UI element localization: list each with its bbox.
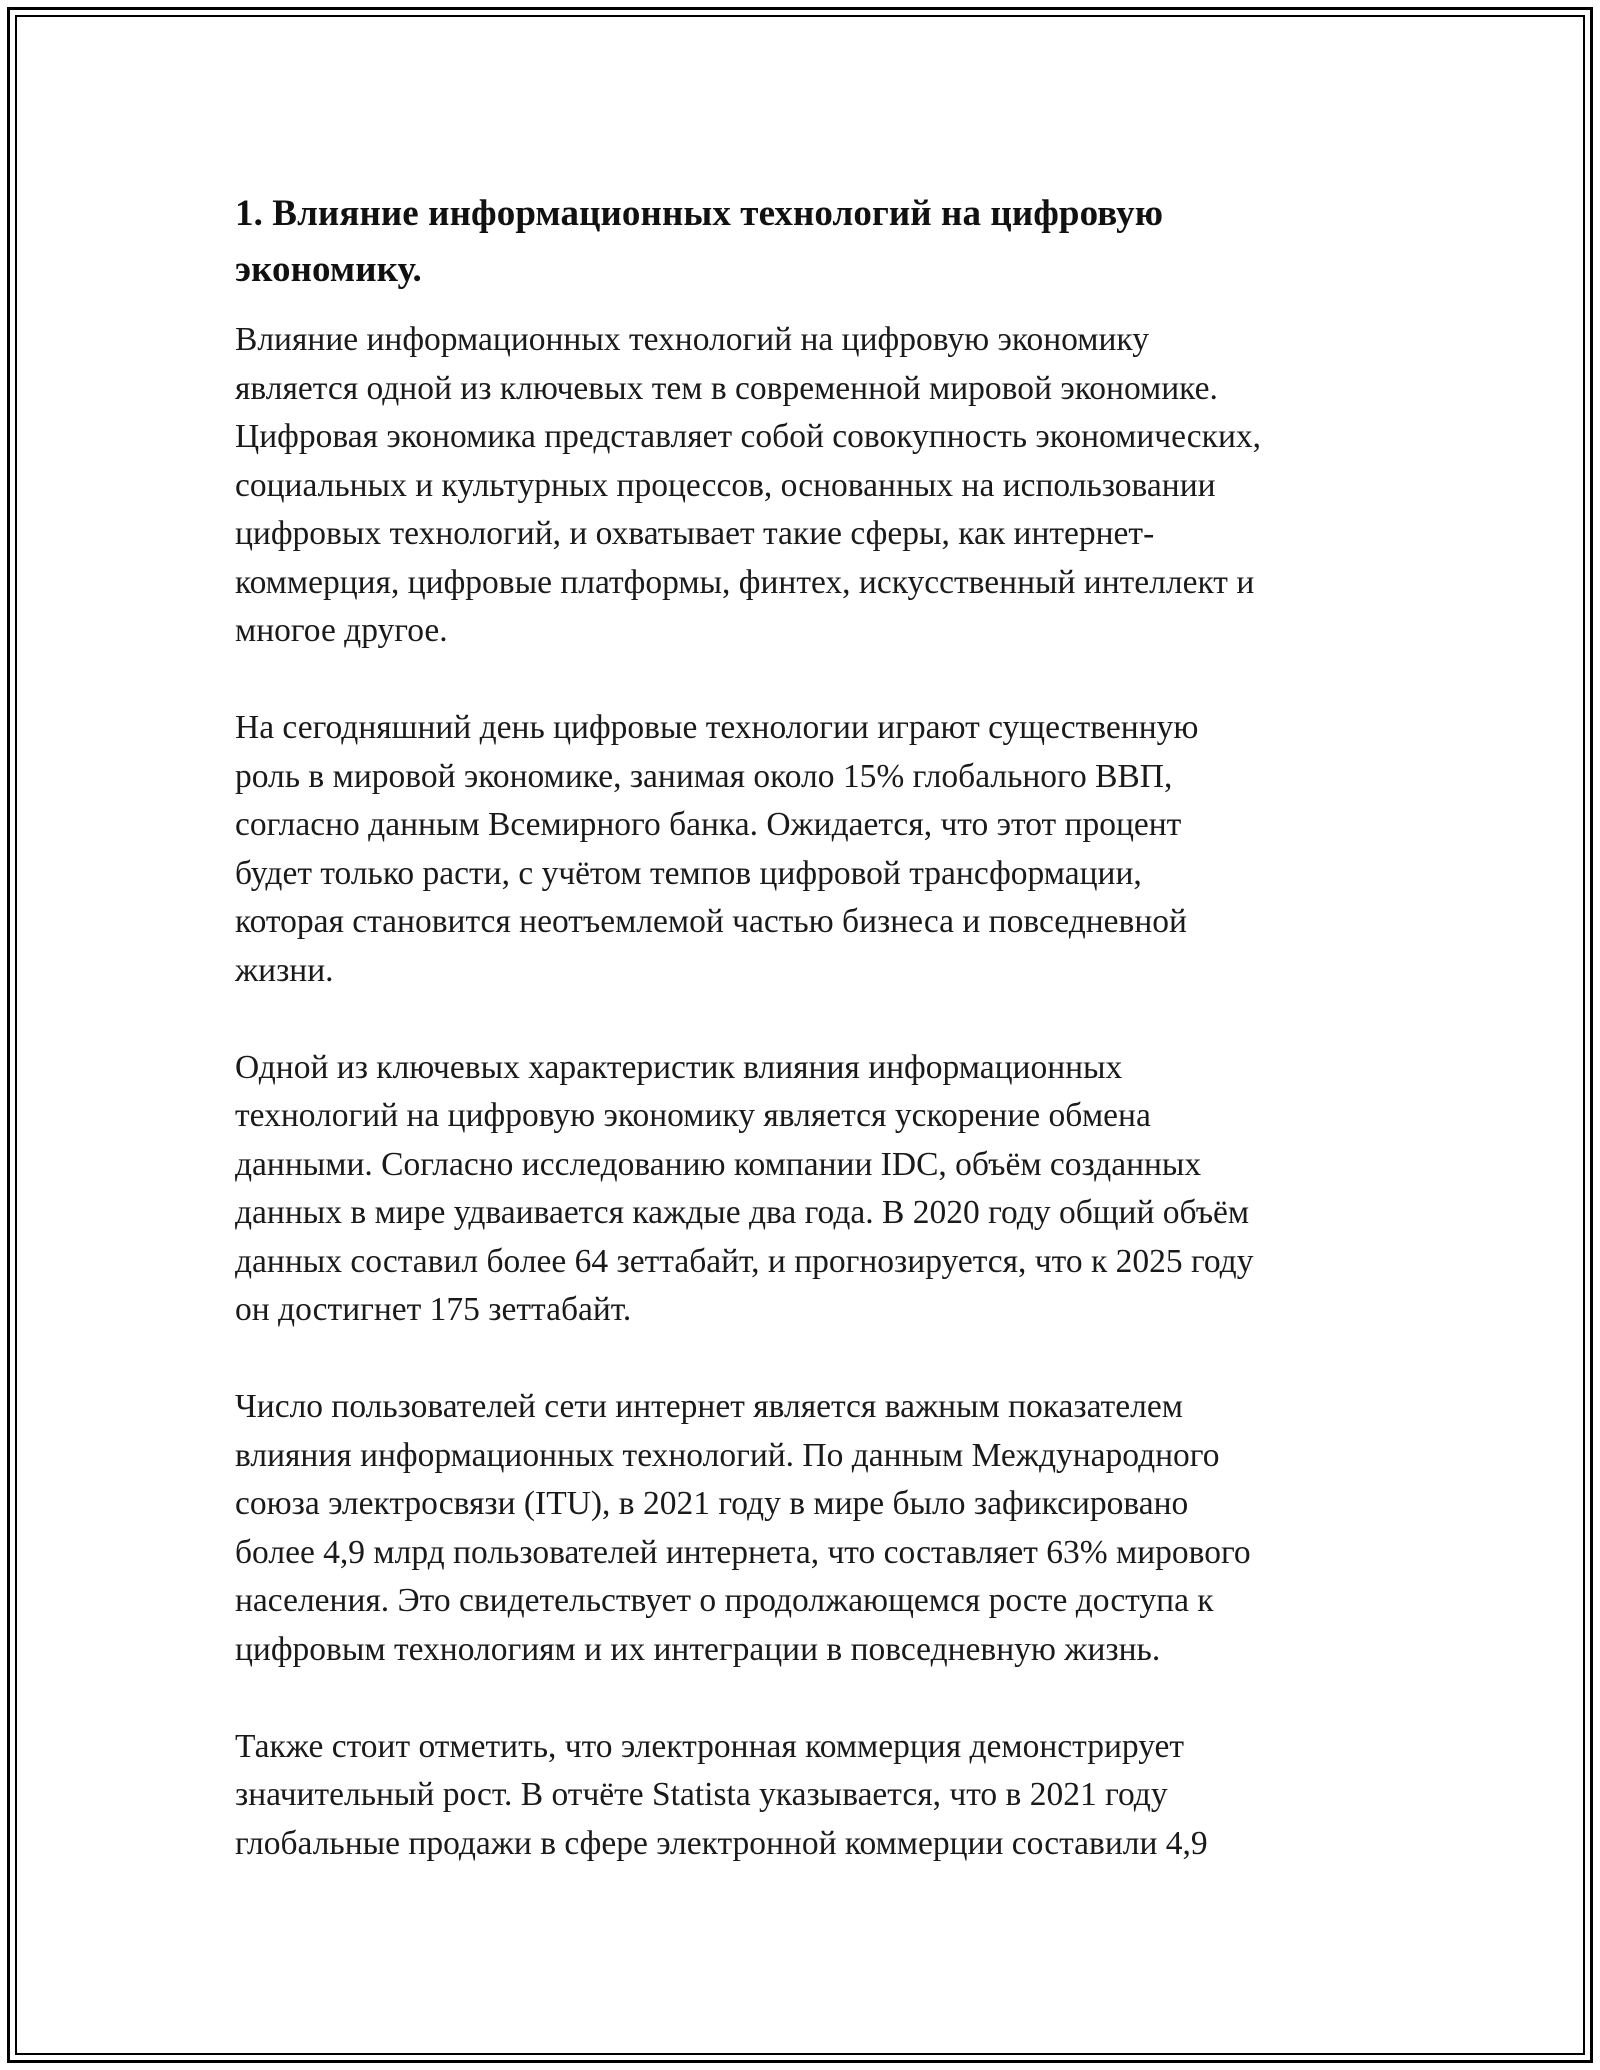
text-line: он достигнет 175 зеттабайт. — [235, 1291, 632, 1328]
text-line: данных составил более 64 зеттабайт, и прогнозируется, что к 2025 году — [235, 1242, 1254, 1280]
text-line: жизни. — [235, 951, 334, 989]
heading-line: экономику. — [235, 249, 422, 290]
text-line: влияния информационных технологий. По данным Международного — [235, 1436, 1220, 1474]
document-page — [235, 186, 1390, 1917]
paragraph-2 — [235, 704, 1390, 995]
paragraph-3 — [235, 1044, 1390, 1335]
paragraph-5 — [235, 1723, 1390, 1869]
text-line: населения. Это свидетельствует о продолжающемся росте доступа к — [235, 1582, 1214, 1619]
text-line: цифровым технологиям и их интеграции в повседневную жизнь. — [235, 1630, 1161, 1668]
text-line: является одной из ключевых тем в современной мировой экономике. — [235, 369, 1218, 407]
text-line: союза электросвязи (ITU), в 2021 году в мире было зафиксировано — [235, 1485, 1189, 1522]
text-line: социальных и культурных процессов, основанных на использовании — [235, 466, 1216, 504]
text-line: многое другое. — [235, 612, 448, 649]
text-line: цифровых технологий, и охватывает такие сферы, как интернет- — [235, 515, 1155, 552]
text-line: роль в мировой экономике, занимая около 15% глобального ВВП, — [235, 757, 1173, 795]
text-line: глобальные продажи в сфере электронной коммерции составили 4,9 — [235, 1824, 1208, 1862]
text-line: технологий на цифровую экономику является ускорение обмена — [235, 1097, 1151, 1134]
text-line: данных в мире удваивается каждые два года. В 2020 году общий объём — [235, 1194, 1250, 1231]
text-line: Число пользователей сети интернет является важным показателем — [235, 1388, 1183, 1425]
text-line: Также стоит отметить, что электронная коммерция демонстрирует — [235, 1727, 1185, 1765]
section-heading — [235, 186, 1390, 298]
text-line: данными. Согласно исследованию компании IDC, объём созданных — [235, 1145, 1202, 1183]
text-line: которая становится неотъемлемой частью бизнеса и повседневной — [235, 903, 1187, 940]
text-line: Одной из ключевых характеристик влияния информационных — [235, 1048, 1123, 1086]
text-line: более 4,9 млрд пользователей интернета, что составляет 63% мирового — [235, 1533, 1251, 1571]
text-line: согласно данным Всемирного банка. Ожидается, что этот процент — [235, 806, 1182, 843]
paragraph-1 — [235, 316, 1390, 656]
text-line: будет только расти, с учётом темпов цифровой трансформации, — [235, 854, 1142, 892]
text-line: Цифровая экономика представляет собой совокупность экономических, — [235, 418, 1262, 455]
heading-line: 1. Влияние информационных технологий на цифровую — [235, 193, 1164, 234]
text-line: значительный рост. В отчёте Statista указывается, что в 2021 году — [235, 1776, 1168, 1813]
text-line: Влияние информационных технологий на цифровую экономику — [235, 321, 1149, 358]
paragraph-4 — [235, 1383, 1390, 1674]
text-line: коммерция, цифровые платформы, финтех, искусственный интеллект и — [235, 563, 1255, 601]
text-line: На сегодняшний день цифровые технологии играют существенную — [235, 709, 1199, 746]
